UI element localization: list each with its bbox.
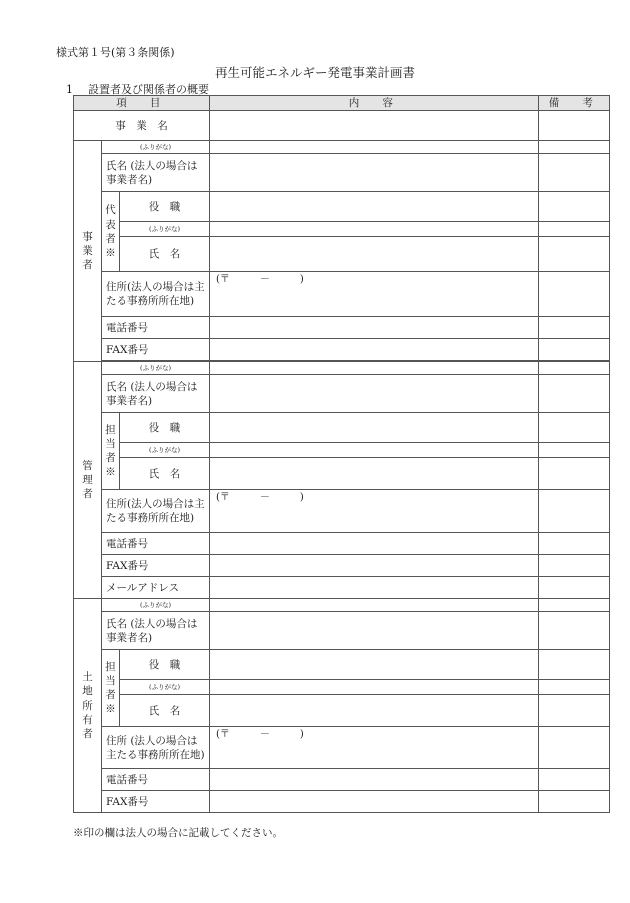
operator-rep-name-field[interactable] — [210, 237, 539, 272]
operator-address-field[interactable]: (〒 － ) — [210, 272, 539, 317]
manager-rep-group — [102, 413, 120, 490]
operator-address-row — [74, 272, 610, 317]
landowner-fax-row — [74, 791, 610, 813]
operator-rep-position-remarks[interactable] — [539, 192, 610, 222]
landowner-furigana-remarks[interactable] — [539, 599, 610, 612]
landowner-phone-row — [74, 769, 610, 791]
operator-rep-name-row — [74, 237, 610, 272]
landowner-name-field[interactable] — [210, 612, 539, 650]
landowner-rep-name-label: 氏 名 — [120, 695, 210, 727]
operator-rep-name-remarks[interactable] — [539, 237, 610, 272]
landowner-rep-name-field[interactable] — [210, 695, 539, 727]
landowner-phone-label: 電話番号 — [102, 769, 210, 791]
landowner-furigana-field[interactable] — [210, 599, 539, 612]
manager-rep-position-label: 役 職 — [120, 413, 210, 443]
manager-fax-remarks[interactable] — [539, 555, 610, 577]
manager-email-remarks[interactable] — [539, 577, 610, 599]
manager-name-field[interactable] — [210, 375, 539, 413]
operator-label: 事業者 — [82, 230, 93, 272]
business-name-field[interactable] — [210, 111, 539, 141]
landowner-fax-label: FAX番号 — [102, 791, 210, 813]
page-header: 様式第１号(第３条関係) — [56, 46, 175, 59]
operator-rep-position-row — [74, 192, 610, 222]
operator-name-remarks[interactable] — [539, 154, 610, 192]
manager-email-field[interactable] — [210, 577, 539, 599]
manager-rep-name-remarks[interactable] — [539, 458, 610, 490]
operator-fax-field[interactable] — [210, 339, 539, 361]
manager-rep-furigana-field[interactable] — [210, 443, 539, 458]
manager-fax-row — [74, 555, 610, 577]
manager-rep-name-label: 氏 名 — [120, 458, 210, 490]
manager-furigana-row — [74, 362, 610, 375]
section-number: 1 — [66, 83, 73, 96]
landowner-rep-position-field[interactable] — [210, 650, 539, 680]
operator-phone-field[interactable] — [210, 317, 539, 339]
form-table — [73, 95, 610, 813]
landowner-fax-field[interactable] — [210, 791, 539, 813]
operator-phone-remarks[interactable] — [539, 317, 610, 339]
landowner-furigana-label: (ふりがな) — [102, 599, 210, 612]
column-header-content: 内 容 — [210, 96, 539, 111]
operator-furigana-label: (ふりがな) — [102, 141, 210, 154]
landowner-rep-position-row — [74, 650, 610, 680]
manager-address-field[interactable]: (〒 － ) — [210, 490, 539, 533]
business-name-remarks[interactable] — [539, 111, 610, 141]
operator-fax-label: FAX番号 — [102, 339, 210, 361]
landowner-address-remarks[interactable] — [539, 727, 610, 769]
business-name-label: 事 業 名 — [74, 111, 210, 141]
manager-name-label: 氏名 (法人の場合は事業者名) — [102, 375, 210, 413]
landowner-label: 土地所有者 — [82, 671, 93, 740]
manager-address-row — [74, 490, 610, 533]
operator-phone-label: 電話番号 — [102, 317, 210, 339]
landowner-rep-furigana-row — [74, 680, 610, 695]
operator-furigana-field[interactable] — [210, 141, 539, 154]
operator-rep-name-label: 氏 名 — [120, 237, 210, 272]
operator-rep-position-field[interactable] — [210, 192, 539, 222]
manager-phone-row — [74, 533, 610, 555]
landowner-rep-name-row — [74, 695, 610, 727]
operator-name-label: 氏名 (法人の場合は事業者名) — [102, 154, 210, 192]
manager-email-row — [74, 577, 610, 599]
landowner-address-field[interactable]: (〒 － ) — [210, 727, 539, 769]
manager-fax-field[interactable] — [210, 555, 539, 577]
header-row — [74, 96, 610, 111]
operator-fax-remarks[interactable] — [539, 339, 610, 361]
operator-rep-furigana-label: (ふりがな) — [120, 222, 210, 237]
operator-rep-group — [102, 192, 120, 272]
landowner-name-row — [74, 612, 610, 650]
manager-fax-label: FAX番号 — [102, 555, 210, 577]
operator-rep-furigana-field[interactable] — [210, 222, 539, 237]
landowner-group-label — [74, 599, 102, 813]
operator-address-remarks[interactable] — [539, 272, 610, 317]
operator-address-label: 住所(法人の場合は主たる事務所所在地) — [102, 272, 210, 317]
manager-address-remarks[interactable] — [539, 490, 610, 533]
manager-rep-name-field[interactable] — [210, 458, 539, 490]
manager-rep-name-row — [74, 458, 610, 490]
manager-name-row — [74, 375, 610, 413]
landowner-rep-position-remarks[interactable] — [539, 650, 610, 680]
manager-name-remarks[interactable] — [539, 375, 610, 413]
operator-group-label — [74, 141, 102, 362]
manager-rep-label: 担当者※ — [105, 423, 116, 479]
manager-rep-furigana-remarks[interactable] — [539, 443, 610, 458]
landowner-fax-remarks[interactable] — [539, 791, 610, 813]
landowner-rep-furigana-remarks[interactable] — [539, 680, 610, 695]
operator-furigana-remarks[interactable] — [539, 141, 610, 154]
manager-rep-furigana-label: (ふりがな) — [120, 443, 210, 458]
manager-email-label: メールアドレス — [102, 577, 210, 599]
operator-rep-furigana-remarks[interactable] — [539, 222, 610, 237]
landowner-phone-field[interactable] — [210, 769, 539, 791]
manager-rep-position-row — [74, 413, 610, 443]
section-title-text: 設置者及び関係者の概要 — [88, 83, 209, 96]
operator-phone-row — [74, 317, 610, 339]
landowner-address-row — [74, 727, 610, 769]
landowner-rep-label: 担当者※ — [105, 660, 116, 716]
landowner-name-label: 氏名 (法人の場合は事業者名) — [102, 612, 210, 650]
manager-furigana-label: (ふりがな) — [102, 362, 210, 375]
manager-furigana-remarks[interactable] — [539, 362, 610, 375]
manager-address-label: 住所(法人の場合は主たる事務所所在地) — [102, 490, 210, 533]
manager-rep-position-remarks[interactable] — [539, 413, 610, 443]
landowner-rep-furigana-field[interactable] — [210, 680, 539, 695]
footnote: ※印の欄は法人の場合に記載してください。 — [73, 827, 283, 839]
landowner-name-remarks[interactable] — [539, 612, 610, 650]
business-name-row — [74, 111, 610, 141]
landowner-rep-furigana-label: (ふりがな) — [120, 680, 210, 695]
manager-rep-position-field[interactable] — [210, 413, 539, 443]
operator-name-row — [74, 154, 610, 192]
landowner-rep-position-label: 役 職 — [120, 650, 210, 680]
manager-label: 管理者 — [82, 459, 93, 501]
column-header-item: 項 目 — [74, 96, 210, 111]
manager-furigana-field[interactable] — [210, 362, 539, 375]
manager-phone-remarks[interactable] — [539, 533, 610, 555]
operator-name-field[interactable] — [210, 154, 539, 192]
manager-group-label — [74, 362, 102, 599]
manager-rep-furigana-row — [74, 443, 610, 458]
operator-rep-label: 代表者※ — [105, 204, 116, 259]
document-title: 再生可能エネルギー発電事業計画書 — [214, 65, 415, 80]
landowner-rep-group — [102, 650, 120, 727]
operator-rep-position-label: 役 職 — [120, 192, 210, 222]
column-header-remarks: 備 考 — [539, 96, 610, 111]
operator-rep-furigana-row — [74, 222, 610, 237]
landowner-furigana-row — [74, 599, 610, 612]
operator-furigana-row — [74, 141, 610, 154]
operator-fax-row — [74, 339, 610, 361]
manager-phone-field[interactable] — [210, 533, 539, 555]
landowner-address-label: 住所 (法人の場合は主たる事務所所在地) — [102, 727, 210, 769]
manager-phone-label: 電話番号 — [102, 533, 210, 555]
landowner-rep-name-remarks[interactable] — [539, 695, 610, 727]
landowner-phone-remarks[interactable] — [539, 769, 610, 791]
